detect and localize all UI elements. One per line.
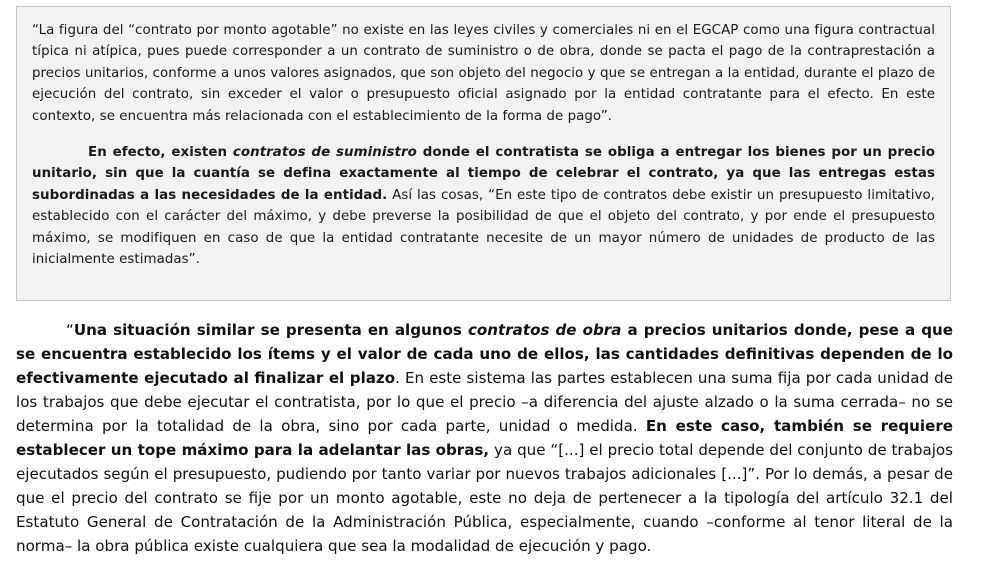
quote-emphasis-italic: contratos de suministro — [232, 145, 417, 161]
quote-emphasis-b: donde el contratista se obliga a entregar los bienes por un precio unitario, sin que la cuantía se defina exactamente al tiempo de celebrar el contrato, ya que las entregas estas subordinadas a las necesidades de la entidad. — [32, 145, 935, 203]
body-emphasis-a: Una situación similar se presenta en algunos — [73, 321, 468, 339]
body-text-b: ya que “[...] el precio total depende del conjunto de trabajos ejecutados según el presupuesto, pudiendo por tanto variar por nuevos trabajos adicionales [...]”. Por lo demás, a pesar de que el precio del contrato se fije por un monto agotable, este no deja de pertenecer a la tipología del artículo 32.1 del Estatuto General de Contratación de la Administración Pública, especialmente, cuando –conforme al tenor literal de la norma– la obra pública existe cualquiera que sea la modalidad de ejecución y pago. — [16, 441, 953, 555]
body-emphasis-b: a precios unitarios donde, pese a que se encuentra establecido los ítems y el valor de cada uno de ellos, las cantidades definitivas dependen de lo efectivamente ejecutado al finalizar el plazo — [16, 321, 953, 387]
quote-paragraph-2 — [32, 142, 935, 270]
quote-emphasis-a: En efecto, existen — [88, 145, 233, 161]
body-paragraph — [16, 318, 953, 558]
body-emphasis-italic: contratos de obra — [467, 321, 622, 339]
body-text-a: . En este sistema las partes establecen una suma fija por cada unidad de los trabajos que debe ejecutar el contratista, por lo que el precio –a diferencia del ajuste alzado o la suma cerrada– no se determina por la totalidad de la obra, sino por cada parte, unidad o medida. — [16, 369, 953, 435]
quote-paragraph-2-rest: Así las cosas, “En este tipo de contratos debe existir un presupuesto limitativo, establecido con el carácter del máximo, y debe preverse la posibilidad de que el objeto del contrato, y por ende el presupuesto máximo, se modifiquen en caso de que la entidad contratante necesite de un mayor número de unidades de producto de las inicialmente estimadas”. — [32, 187, 935, 268]
quote-block — [16, 6, 951, 301]
body-emphasis-c: En este caso, también se requiere establecer un tope máximo para la adelantar las obras, — [16, 417, 953, 459]
quote-paragraph-1: “La figura del “contrato por monto agotable” no existe en las leyes civiles y comerciales ni en el EGCAP como una figura contractual típica ni atípica, pues puede corresponder a un contrato de suministro o de obra, donde se pacta el pago de la contraprestación a precios unitarios, conforme a unos valores asignados, que son objeto del negocio y que se entregan a la entidad, durante el plazo de ejecución del contrato, sin exceder el valor o presupuesto oficial asignado por la entidad contratante para el efecto. En este contexto, se encuentra más relacionada con el establecimiento de la forma de pago”. — [32, 23, 935, 124]
opening-quote-mark: “ — [66, 321, 74, 339]
